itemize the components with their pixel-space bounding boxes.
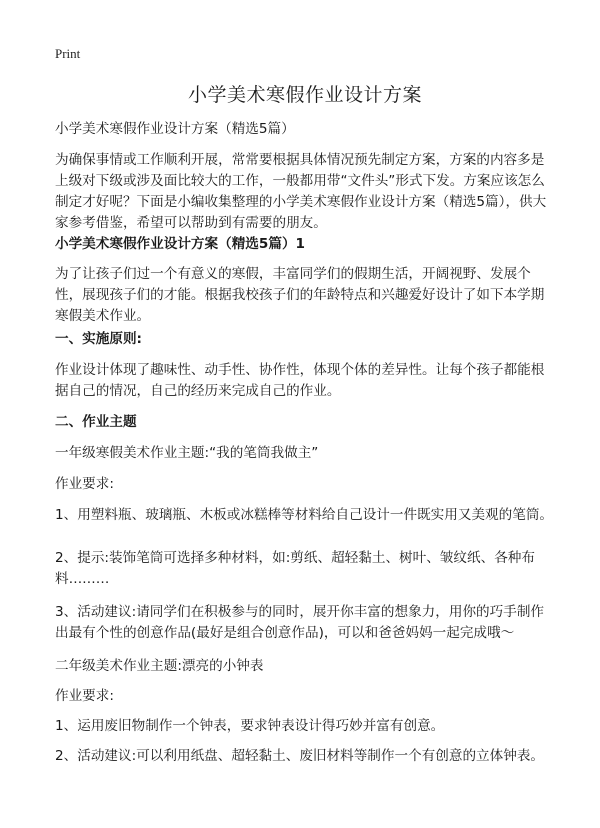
subtitle: 小学美术寒假作业设计方案（精选5篇）: [55, 121, 295, 137]
section-heading: 小学美术寒假作业设计方案（精选5篇）1: [55, 236, 306, 252]
principle-paragraph: 作业设计体现了趣味性、动手性、协作性，体现个体的差异性。让每个孩子都能根据自己的情况，自己的经历来完成自己的作业。: [55, 362, 545, 399]
principle-heading: 一、实施原则:: [55, 331, 142, 347]
print-link[interactable]: Print: [55, 46, 81, 61]
section-paragraph: 为了让孩子们过一个有意义的寒假，丰富同学们的假期生活，开阔视野、发展个性，展现孩子们的才能。根据我校孩子们的年龄特点和兴趣爱好设计了如下本学期寒假美术作业。: [55, 266, 545, 324]
grade1-requirements-label: 作业要求:: [55, 476, 114, 492]
intro-paragraph: 为确保事情或工作顺利开展，常常要根据具体情况预先制定方案，方案的内容多是上级对下级或涉及面比较大的工作，一般都用带“文件头”形式下发。方案应该怎么制定才好呢？下面是小编收集整理的小学美术寒假作业设计方案（精选5篇），供大家参考借鉴，希望可以帮助到有需要的朋友。: [55, 152, 547, 231]
grade2-requirement-1: 1、运用废旧物制作一个钟表，要求钟表设计得巧妙并富有创意。: [55, 718, 445, 734]
grade2-requirement-2: 2、活动建议:可以利用纸盘、超轻黏土、废旧材料等制作一个有创意的立体钟表。: [55, 748, 545, 764]
page-title: 小学美术寒假作业设计方案: [187, 84, 422, 106]
theme-heading: 二、作业主题: [55, 414, 137, 430]
grade1-requirement-3: 3、活动建议:请同学们在积极参与的同时，展开你丰富的想象力，用你的巧手制作出最有个性的创意作品(最好是组合创意作品)，可以和爸爸妈妈一起完成哦～: [55, 604, 545, 641]
grade1-requirement-1: 1、用塑料瓶、玻璃瓶、木板或冰糕棒等材料给自己设计一件既实用又美观的笔筒。: [55, 507, 554, 523]
grade1-theme: 一年级寒假美术作业主题:“我的笔筒我做主”: [55, 445, 319, 461]
grade2-theme: 二年级美术作业主题:漂亮的小钟表: [55, 658, 264, 674]
grade1-requirement-2: 2、提示:装饰笔筒可选择多种材料，如:剪纸、超轻黏土、树叶、皱纹纸、各种布料………: [55, 550, 535, 587]
grade2-requirements-label: 作业要求:: [55, 688, 114, 704]
